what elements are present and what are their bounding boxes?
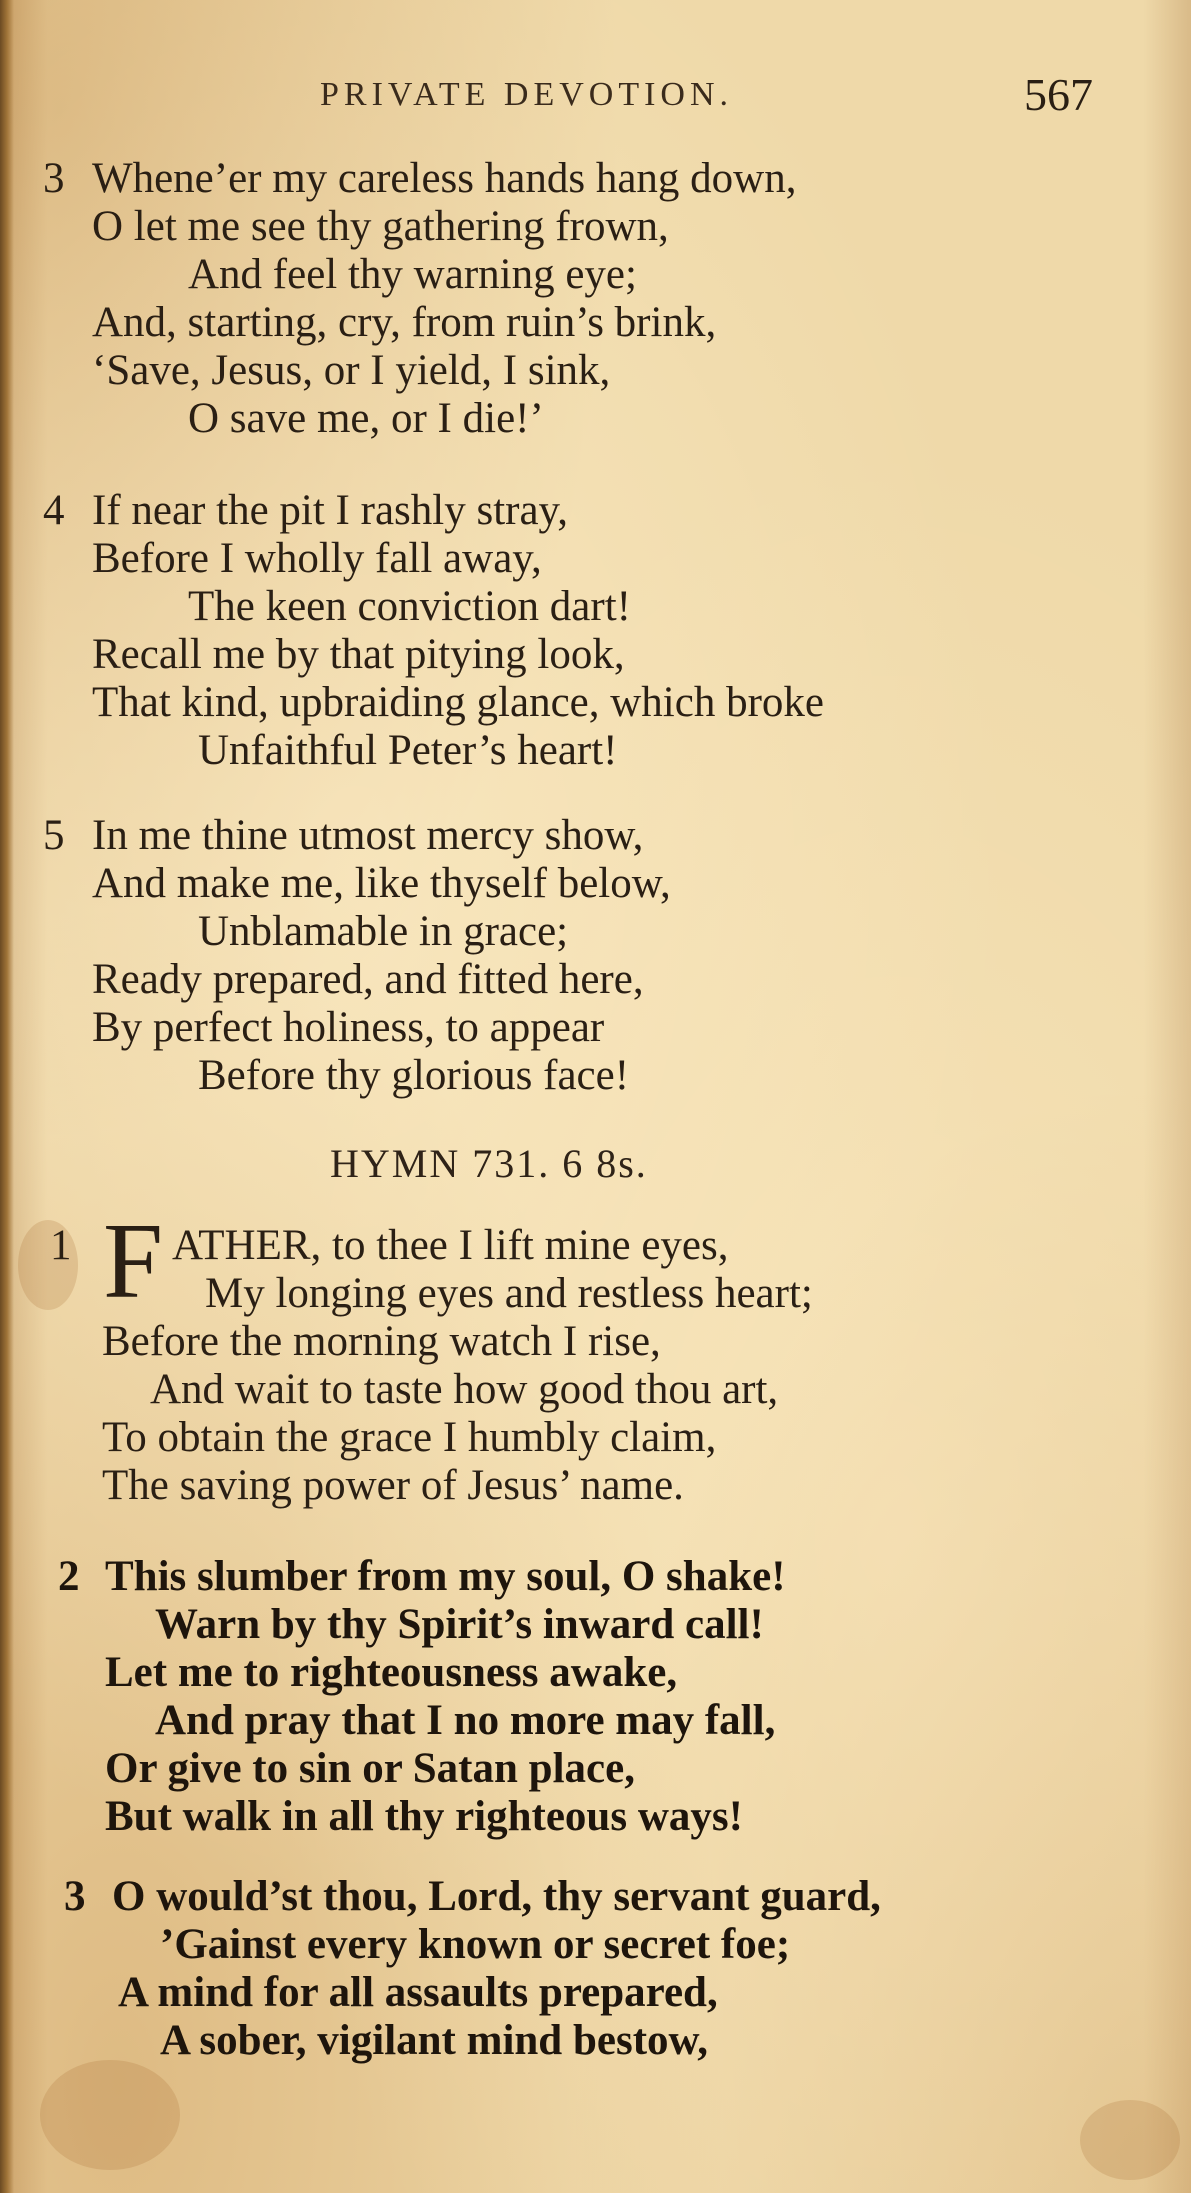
verse-line: Unblamable in grace; bbox=[198, 908, 569, 955]
verse-line: A sober, vigilant mind bestow, bbox=[160, 2017, 708, 2064]
paper-stain bbox=[1080, 2100, 1180, 2180]
stanza-number: 3 bbox=[64, 1873, 86, 1920]
stanza-number: 1 bbox=[50, 1222, 72, 1269]
paper-stain bbox=[40, 2060, 180, 2170]
verse-line: In me thine utmost mercy show, bbox=[92, 812, 644, 859]
verse-line: Warn by thy Spirit’s inward call! bbox=[155, 1601, 764, 1648]
verse-line: O save me, or I die!’ bbox=[188, 395, 544, 442]
drop-cap-letter: F bbox=[103, 1202, 164, 1321]
verse-line: And, starting, cry, from ruin’s brink, bbox=[92, 299, 717, 346]
verse-line: To obtain the grace I humbly claim, bbox=[102, 1414, 717, 1461]
verse-line: A mind for all assaults prepared, bbox=[118, 1969, 718, 2016]
verse-line: Recall me by that pitying look, bbox=[92, 631, 625, 678]
stanza-number: 3 bbox=[43, 155, 65, 202]
page-header bbox=[0, 69, 1191, 132]
verse-line: Ready prepared, and fitted here, bbox=[92, 956, 644, 1003]
hymn-heading: HYMN 731. 6 8s. bbox=[330, 1141, 648, 1186]
verse-line: And pray that I no more may fall, bbox=[155, 1697, 776, 1744]
verse-line: This slumber from my soul, O shake! bbox=[105, 1553, 786, 1600]
page-number: 567 bbox=[1024, 69, 1093, 120]
verse-line: The saving power of Jesus’ name. bbox=[102, 1462, 684, 1509]
verse-line: And wait to taste how good thou art, bbox=[150, 1366, 779, 1413]
verse-line: Unfaithful Peter’s heart! bbox=[198, 727, 618, 774]
verse-line: My longing eyes and restless heart; bbox=[205, 1270, 813, 1317]
verse-line: But walk in all thy righteous ways! bbox=[105, 1793, 743, 1840]
verse-line: O let me see thy gathering frown, bbox=[92, 203, 669, 250]
verse-line: That kind, upbraiding glance, which broke bbox=[92, 679, 824, 726]
verse-line: Whene’er my careless hands hang down, bbox=[92, 155, 797, 202]
stanza-number: 4 bbox=[43, 487, 65, 534]
stanza-number: 5 bbox=[43, 812, 65, 859]
verse-line: ATHER, to thee I lift mine eyes, bbox=[172, 1222, 729, 1269]
verse-line: And make me, like thyself below, bbox=[92, 860, 671, 907]
verse-line: And feel thy warning eye; bbox=[188, 251, 637, 298]
verse-line: Before thy glorious face! bbox=[198, 1052, 630, 1099]
verse-line: Or give to sin or Satan place, bbox=[105, 1745, 635, 1792]
stanza-number: 2 bbox=[58, 1553, 80, 1600]
verse-line: Before I wholly fall away, bbox=[92, 535, 542, 582]
verse-line: By perfect holiness, to appear bbox=[92, 1004, 605, 1051]
verse-line: Let me to righteousness awake, bbox=[105, 1649, 678, 1696]
verse-line: ‘Save, Jesus, or I yield, I sink, bbox=[92, 347, 611, 394]
running-head: PRIVATE DEVOTION. bbox=[320, 76, 734, 113]
verse-line: O would’st thou, Lord, thy servant guard, bbox=[112, 1873, 881, 1920]
verse-line: If near the pit I rashly stray, bbox=[92, 487, 569, 534]
verse-line: The keen conviction dart! bbox=[188, 583, 631, 630]
verse-line: ’Gainst every known or secret foe; bbox=[160, 1921, 791, 1968]
verse-line: Before the morning watch I rise, bbox=[102, 1318, 661, 1365]
page-binding-edge bbox=[0, 0, 14, 2193]
